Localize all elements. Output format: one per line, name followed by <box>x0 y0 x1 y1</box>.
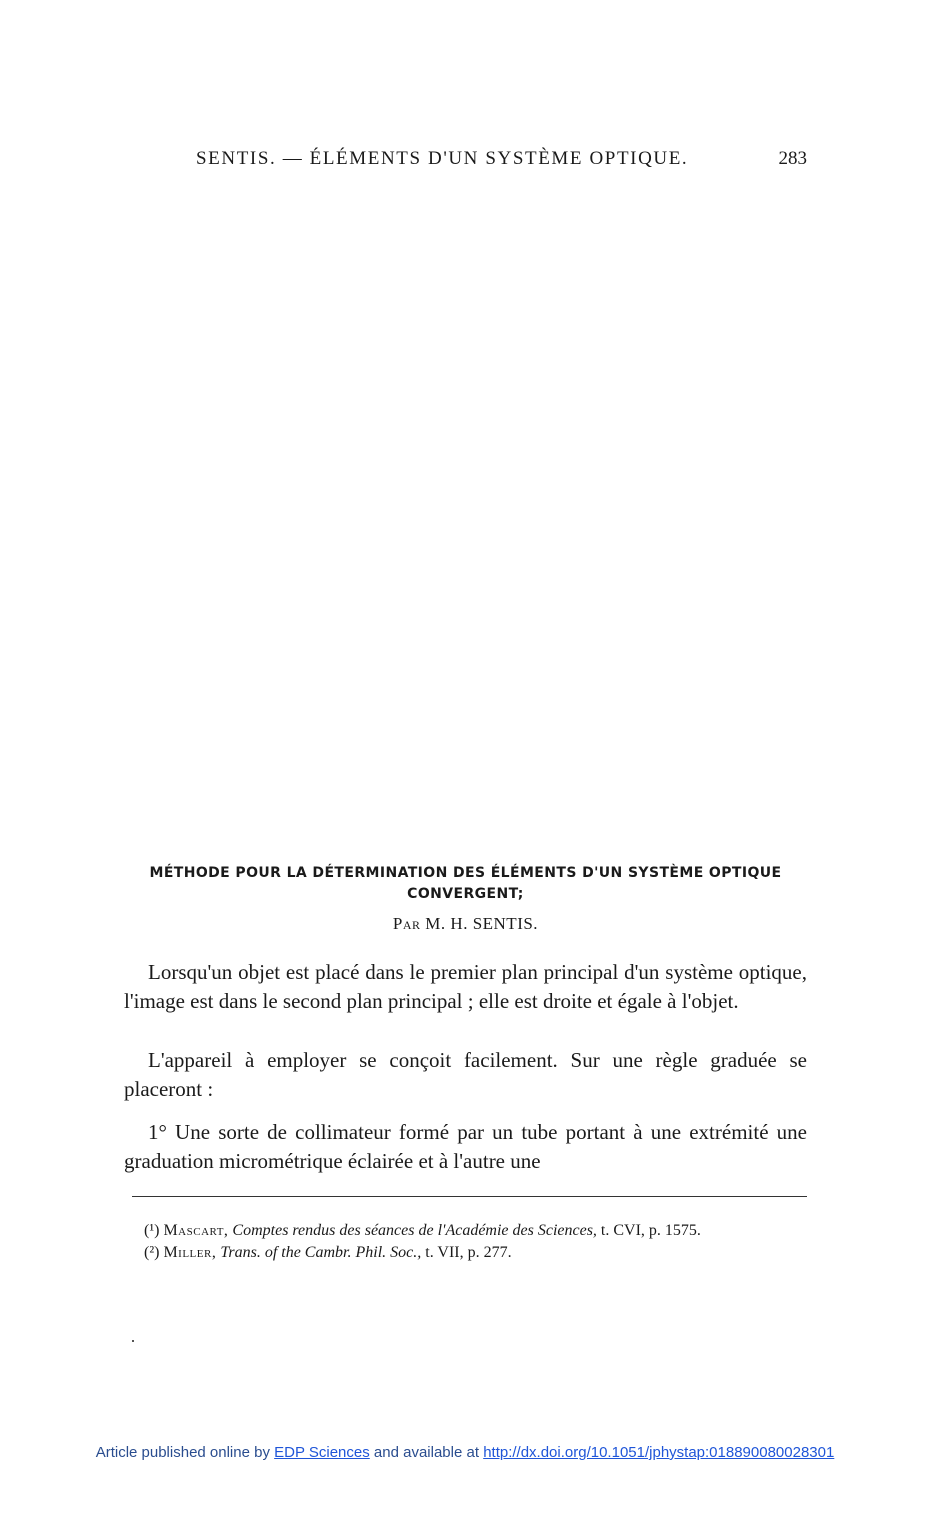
publisher-footer <box>0 1444 930 1461</box>
body-paragraph-1: Lorsqu'un objet est placé dans le premier plan principal d'un système optique, l'image est dans le second plan principal ; elle est droite et égale à l'objet. <box>124 960 807 1013</box>
footnotes <box>124 1220 807 1264</box>
byline-author: M. H. SENTIS. <box>425 914 539 933</box>
footer-prefix: Article published online by <box>95 1444 270 1461</box>
footnote-author: Miller, <box>163 1244 217 1261</box>
footnote-author: Mascart, <box>163 1222 229 1239</box>
article-title-line2: CONVERGENT; <box>407 886 524 903</box>
footnote-details: t. VII, p. 277. <box>425 1244 512 1261</box>
body-paragraph-2: L'appareil à employer se conçoit facilement. Sur une règle graduée se placeront : <box>124 1048 807 1101</box>
doi-link[interactable]: http://dx.doi.org/10.1051/jphystap:018890080028301 <box>483 1444 835 1461</box>
running-title: SENTIS. — ÉLÉMENTS D'UN SYSTÈME OPTIQUE. <box>196 148 689 169</box>
footnote-marker: (²) <box>144 1244 160 1261</box>
article-title <box>124 863 807 905</box>
body-paragraph-3: 1° Une sorte de collimateur formé par un tube portant à une extrémité une graduation micrométrique éclairée et à l'autre une <box>124 1120 807 1173</box>
page-number: 283 <box>778 148 807 169</box>
running-head <box>124 148 807 174</box>
byline-prefix: Par <box>392 914 421 933</box>
publisher-link[interactable]: EDP Sciences <box>274 1444 370 1461</box>
footnote-details: t. CVI, p. 1575. <box>600 1222 701 1239</box>
article-title-line1: MÉTHODE POUR LA DÉTERMINATION DES ÉLÉMENTS D'UN SYSTÈME OPTIQUE <box>149 865 782 882</box>
footnote-1 <box>124 1220 807 1242</box>
footnote-2 <box>124 1242 807 1264</box>
footnote-work: Trans. of the Cambr. Phil. Soc., <box>220 1244 422 1261</box>
footnote-marker: (¹) <box>144 1222 160 1239</box>
byline <box>124 914 807 934</box>
footnote-work: Comptes rendus des séances de l'Académie des Sciences, <box>232 1222 597 1239</box>
footnote-divider <box>132 1196 807 1197</box>
scan-speck <box>132 1340 134 1342</box>
footer-middle: and available at <box>373 1444 480 1461</box>
